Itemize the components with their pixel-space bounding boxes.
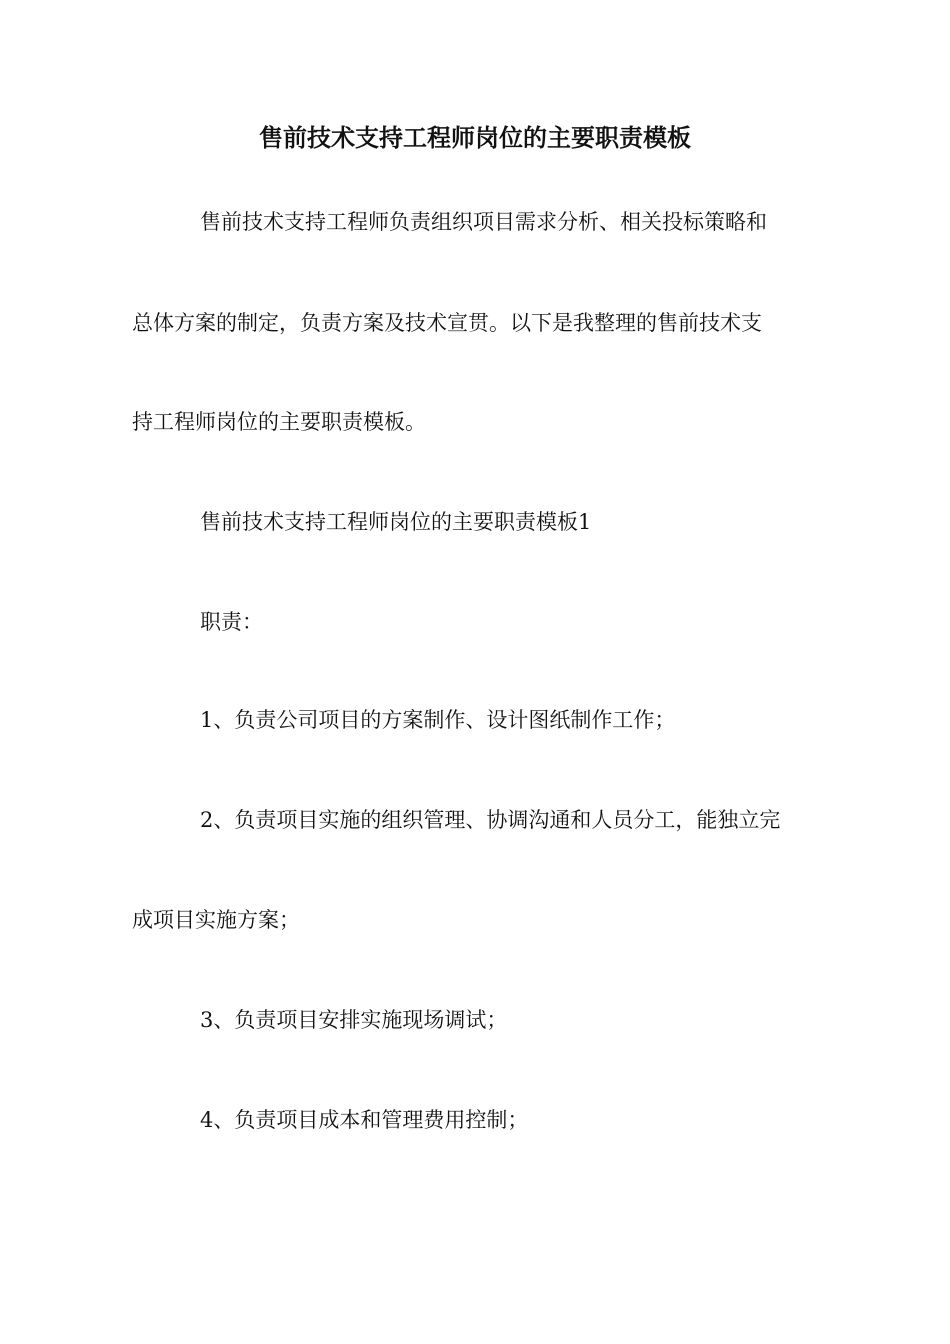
duty-item-3: 3、负责项目安排实施现场调试； xyxy=(200,1008,508,1032)
intro-line-2: 总体方案的制定，负责方案及技术宣贯。以下是我整理的售前技术支 xyxy=(132,311,762,335)
document-title: 售前技术支持工程师岗位的主要职责模板 xyxy=(259,124,691,152)
intro-line-1: 售前技术支持工程师负责组织项目需求分析、相关投标策略和 xyxy=(200,210,767,234)
duty-item-1: 1、负责公司项目的方案制作、设计图纸制作工作； xyxy=(200,708,676,732)
duty-item-2-continued: 成项目实施方案； xyxy=(132,908,300,932)
duty-item-4: 4、负责项目成本和管理费用控制； xyxy=(200,1108,529,1132)
section-heading: 售前技术支持工程师岗位的主要职责模板1 xyxy=(200,510,592,534)
duties-label: 职责： xyxy=(200,610,263,634)
intro-line-3: 持工程师岗位的主要职责模板。 xyxy=(132,410,426,434)
duty-item-2: 2、负责项目实施的组织管理、协调沟通和人员分工，能独立完 xyxy=(200,808,781,832)
